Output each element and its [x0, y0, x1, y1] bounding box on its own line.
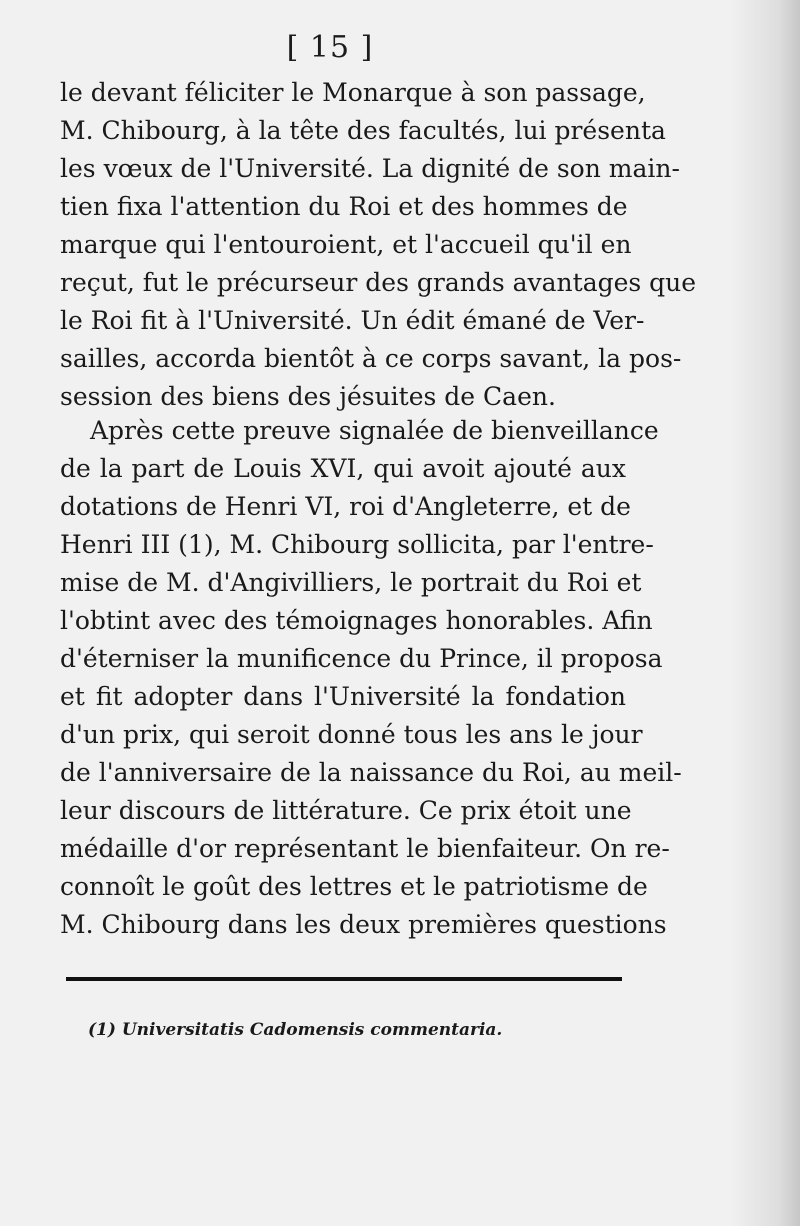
text-line: médaille d'or représentant le bienfaiteur. On re-	[60, 834, 670, 863]
footnote-rule	[66, 977, 622, 981]
text-line: de la part de Louis XVI, qui avoit ajouté aux	[60, 454, 626, 483]
text-line: Henri III (1), M. Chibourg sollicita, par l'entre-	[60, 530, 654, 559]
text-line: reçut, fut le précurseur des grands avantages que	[60, 268, 697, 297]
text-line: M. Chibourg, à la tête des facultés, lui présenta	[60, 116, 666, 145]
page-number: [ 15 ]	[286, 30, 374, 65]
text-line: d'éterniser la munificence du Prince, il proposa	[60, 644, 663, 673]
text-line: le devant féliciter le Monarque à son passage,	[60, 78, 646, 107]
text-line: marque qui l'entouroient, et l'accueil qu'il en	[60, 230, 632, 259]
text-line: l'obtint avec des témoignages honorables. Afin	[60, 606, 653, 635]
text-line: d'un prix, qui seroit donné tous les ans le jour	[60, 720, 643, 749]
text-line: Après cette preuve signalée de bienveillance	[90, 416, 659, 445]
page-edge-shadow	[730, 0, 800, 1226]
text-line: et fit adopter dans l'Université la fondation	[60, 682, 626, 711]
text-line: dotations de Henri VI, roi d'Angleterre, et de	[60, 492, 631, 521]
text-line: M. Chibourg dans les deux premières questions	[60, 910, 667, 939]
paragraph-2	[60, 412, 682, 944]
text-line: leur discours de littérature. Ce prix étoit une	[60, 796, 632, 825]
text-line: de l'anniversaire de la naissance du Roi, au meil-	[60, 758, 682, 787]
text-line: mise de M. d'Angivilliers, le portrait du Roi et	[60, 568, 642, 597]
footnote: (1) Universitatis Cadomensis commentaria.	[88, 1020, 503, 1040]
text-line: le Roi fit à l'Université. Un édit émané de Ver-	[60, 306, 645, 335]
text-line: les vœux de l'Université. La dignité de son main-	[60, 154, 680, 183]
text-line: sailles, accorda bientôt à ce corps savant, la pos-	[60, 344, 682, 373]
text-line: connoît le goût des lettres et le patriotisme de	[60, 872, 648, 901]
paragraph-1	[60, 74, 697, 416]
text-line: session des biens des jésuites de Caen.	[60, 382, 556, 411]
text-line: tien fixa l'attention du Roi et des hommes de	[60, 192, 628, 221]
